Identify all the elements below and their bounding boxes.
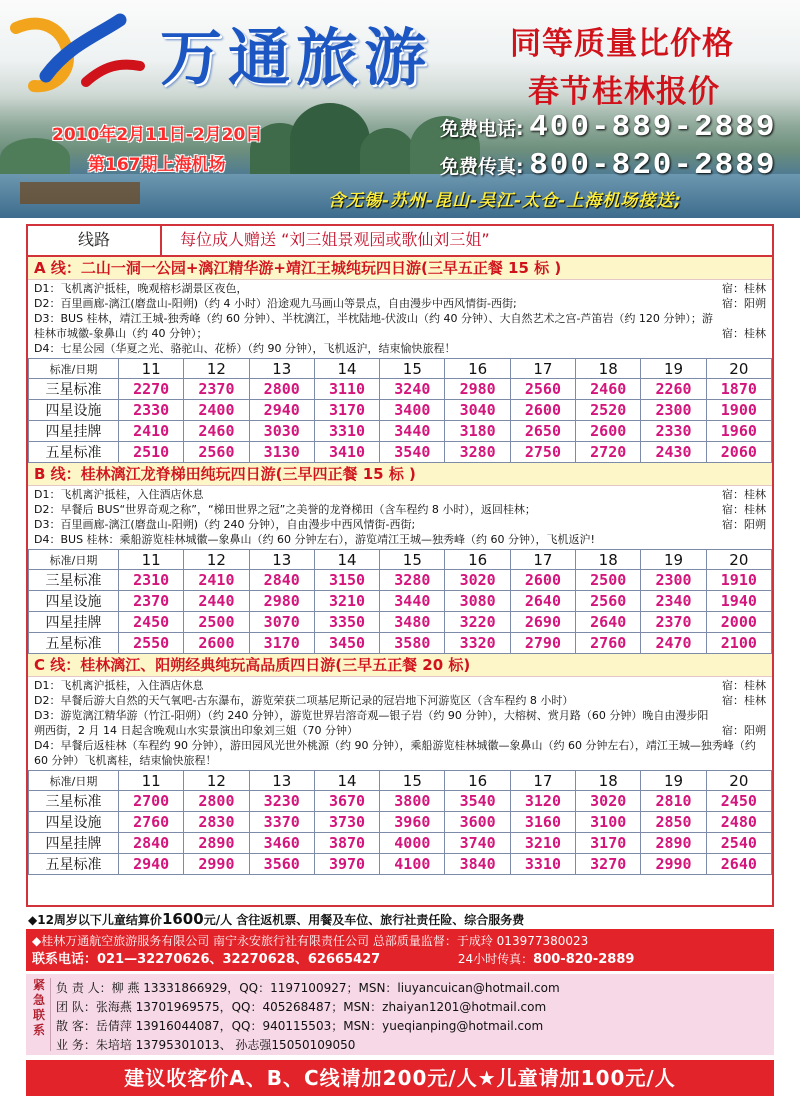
route-a-itinerary — [28, 280, 772, 358]
child-price-note — [28, 910, 524, 928]
price-cell: 3310 — [510, 854, 575, 875]
date-column-header: 16 — [445, 771, 510, 791]
price-cell: 1870 — [706, 379, 771, 400]
hotel-standard-label: 四星设施 — [29, 400, 119, 421]
date-column-header: 17 — [510, 771, 575, 791]
hotel-standard-label: 四星设施 — [29, 591, 119, 612]
price-cell: 3460 — [249, 833, 314, 854]
itinerary-day — [34, 502, 766, 517]
day-text: D3：百里画廊-漓江(磨盘山-阳朔)（约 240 分钟），自由漫步中西风情街-西街; — [34, 518, 416, 531]
price-header-label: 标准/日期 — [29, 550, 119, 570]
price-cell: 2940 — [249, 400, 314, 421]
day-stay: 宿：桂林 — [722, 694, 766, 707]
day-text: D2：百里画廊-漓江(磨盘山-阳朔)（约 4 小时）沿途观九马画山等景点，自由漫步中西风情街-西街; — [34, 297, 517, 310]
price-cell: 3120 — [510, 791, 575, 812]
price-cell: 3800 — [380, 791, 445, 812]
contact-label: 联系电话：021— — [32, 952, 138, 967]
date-column-header: 11 — [119, 359, 184, 379]
price-cell: 2640 — [510, 591, 575, 612]
price-cell: 3450 — [314, 633, 379, 654]
date-column-header: 12 — [184, 771, 249, 791]
date-column-header: 16 — [445, 550, 510, 570]
price-cell: 2850 — [641, 812, 706, 833]
price-cell: 2500 — [576, 570, 641, 591]
date-column-header: 19 — [641, 359, 706, 379]
price-cell: 2310 — [119, 570, 184, 591]
karst-hill — [290, 103, 370, 178]
bottom-banner: 建议收客价A、B、C线请加200元/人★儿童请加100元/人 — [26, 1060, 774, 1096]
price-cell: 3370 — [249, 812, 314, 833]
company-bar — [26, 929, 774, 971]
price-row — [29, 442, 772, 463]
itinerary-day — [34, 738, 766, 768]
price-cell: 2720 — [576, 442, 641, 463]
price-cell: 2980 — [445, 379, 510, 400]
route-b-price-table — [28, 549, 772, 654]
route-c-title: C 线：桂林漓江、阳朔经典纯玩高品质四日游(三早五正餐 20 标) — [28, 654, 772, 677]
price-cell: 2100 — [706, 633, 771, 654]
price-cell: 2700 — [119, 791, 184, 812]
price-cell: 3400 — [380, 400, 445, 421]
itinerary-day — [34, 517, 766, 532]
price-cell: 3040 — [445, 400, 510, 421]
price-cell: 3310 — [314, 421, 379, 442]
day-text: D4：BUS 桂林：乘船游览桂林城徽—象鼻山（约 60 分钟左右），游览靖江王城—独秀峰（约 60 分钟），飞机返沪! — [34, 533, 595, 546]
day-text: D1：飞机离沪抵桂，入住酒店休息 — [34, 679, 204, 692]
price-cell: 3960 — [380, 812, 445, 833]
price-cell: 2270 — [119, 379, 184, 400]
date-column-header: 13 — [249, 359, 314, 379]
price-cell: 3540 — [380, 442, 445, 463]
price-cell: 2810 — [641, 791, 706, 812]
price-cell: 2550 — [119, 633, 184, 654]
price-cell: 2460 — [184, 421, 249, 442]
price-cell: 2650 — [510, 421, 575, 442]
route-a-price-table — [28, 358, 772, 463]
price-cell: 2790 — [510, 633, 575, 654]
price-cell: 3730 — [314, 812, 379, 833]
date-column-header: 20 — [706, 771, 771, 791]
day-text: D4：七星公园（华夏之光、骆驼山、花桥）（约 90 分钟），飞机返沪，结束愉快旅程！ — [34, 342, 456, 355]
price-cell: 2370 — [641, 612, 706, 633]
date-column-header: 15 — [380, 771, 445, 791]
price-row — [29, 612, 772, 633]
price-cell: 2450 — [706, 791, 771, 812]
day-stay: 宿：桂林 — [722, 679, 766, 692]
price-cell: 2840 — [249, 570, 314, 591]
day-stay: 宿：桂林 — [722, 327, 766, 340]
price-header-row — [29, 550, 772, 570]
fax-number[interactable]: 800-820-2889 — [529, 148, 777, 183]
day-text: D4：早餐后返桂林（车程约 90 分钟），游田园风光世外桃源（约 90 分钟），乘船游览桂林城徽—象鼻山（约 60 分钟左右），靖江王城—独秀峰（约 60 分钟）飞机离桂，结束愉快旅程！ — [34, 739, 756, 767]
price-cell: 3170 — [314, 400, 379, 421]
date-column-header: 12 — [184, 550, 249, 570]
phone-label: 免费电话: — [440, 118, 524, 140]
price-cell: 2450 — [119, 612, 184, 633]
hotel-standard-label: 五星标准 — [29, 633, 119, 654]
hotel-standard-label: 五星标准 — [29, 854, 119, 875]
price-row — [29, 833, 772, 854]
route-header — [28, 226, 772, 257]
price-cell: 2540 — [706, 833, 771, 854]
price-cell: 3600 — [445, 812, 510, 833]
date-column-header: 14 — [314, 550, 379, 570]
price-cell: 3540 — [445, 791, 510, 812]
date-column-header: 20 — [706, 550, 771, 570]
price-cell: 2600 — [576, 421, 641, 442]
price-header-row — [29, 359, 772, 379]
price-cell: 2600 — [184, 633, 249, 654]
price-cell: 2370 — [184, 379, 249, 400]
route-header-gift: 每位成人赠送 “刘三姐景观园或歌仙刘三姐” — [180, 230, 490, 249]
price-cell: 3440 — [380, 421, 445, 442]
company-line: ◆桂林万通航空旅游服务有限公司 南宁永安旅行社有限责任公司 总部质量监督：于成玲 013977380023 — [32, 934, 589, 948]
contact-row: 负 责 人：柳 燕 13331866929，QQ：1197100927；MSN：liuyancuican@hotmail.com — [56, 981, 560, 995]
note-prefix: ◆12周岁以下儿童结算价 — [28, 913, 162, 927]
price-cell: 2560 — [576, 591, 641, 612]
price-cell: 3170 — [576, 833, 641, 854]
price-cell: 2640 — [706, 854, 771, 875]
route-c-itinerary — [28, 677, 772, 770]
price-cell: 2300 — [641, 570, 706, 591]
price-cell: 3170 — [249, 633, 314, 654]
header-banner — [0, 0, 800, 218]
day-text: D2：早餐后游大自然的天气氧吧-古东瀑布，游览荣获二项基尼斯记录的冠岩地下河游览区（含车程约 8 小时） — [34, 694, 574, 707]
emergency-label: 紧急联系 — [32, 978, 45, 1037]
price-cell: 3100 — [576, 812, 641, 833]
price-cell: 3160 — [510, 812, 575, 833]
price-cell: 3020 — [445, 570, 510, 591]
company-contact-line — [32, 950, 768, 969]
contact-row: 业 务：朱培培 13795301013、 孙志强15050109050 — [56, 1038, 356, 1052]
itinerary-day — [34, 341, 766, 356]
emergency-contacts — [26, 974, 774, 1055]
itinerary-day — [34, 281, 766, 296]
date-column-header: 12 — [184, 359, 249, 379]
hotel-standard-label: 五星标准 — [29, 442, 119, 463]
day-text: D1：飞机离沪抵桂，晚观榕杉湖景区夜色， — [34, 282, 248, 295]
price-cell: 2990 — [641, 854, 706, 875]
price-cell: 2640 — [576, 612, 641, 633]
price-cell: 2440 — [184, 591, 249, 612]
itinerary-day — [34, 487, 766, 502]
price-cell: 2980 — [249, 591, 314, 612]
price-row — [29, 633, 772, 654]
price-cell: 2370 — [119, 591, 184, 612]
price-cell: 3870 — [314, 833, 379, 854]
date-column-header: 13 — [249, 550, 314, 570]
price-row — [29, 421, 772, 442]
pickup-service: 含无锡-苏州-昆山-吴江-太仓-上海机场接送; — [328, 191, 683, 211]
day-text: D3：BUS 桂林，靖江王城-独秀峰（约 60 分钟）、半枕漓江，半枕陆地-伏波山（约 40 分钟）、大自然艺术之宫-芦笛岩（约 120 分钟）；游桂林市城徽-象鼻山（约 40 分钟）； — [34, 312, 713, 340]
route-a — [28, 257, 772, 463]
date-column-header: 19 — [641, 771, 706, 791]
price-cell: 4000 — [380, 833, 445, 854]
price-cell: 3210 — [314, 591, 379, 612]
price-cell: 3670 — [314, 791, 379, 812]
hotel-standard-label: 四星挂牌 — [29, 833, 119, 854]
date-column-header: 17 — [510, 359, 575, 379]
price-cell: 3230 — [249, 791, 314, 812]
price-cell: 2470 — [641, 633, 706, 654]
price-cell: 3740 — [445, 833, 510, 854]
route-header-label: 线路 — [28, 226, 162, 255]
child-price-amount: 1600 — [161, 910, 204, 928]
price-cell: 1940 — [706, 591, 771, 612]
day-text: D3：游览漓江精华游（竹江-阳朔）（约 240 分钟），游览世界岩溶奇观—银子岩（约 90 分钟），大榕树、赏月路（60 分钟）晚自由漫步阳朔西街，2 月 14 日起含晚观山水实景演出印象刘三姐（70 分钟） — [34, 709, 709, 737]
travel-dates: 2010年2月11日-2月20日 — [52, 125, 263, 145]
price-cell: 2760 — [576, 633, 641, 654]
date-column-header: 13 — [249, 771, 314, 791]
price-cell: 2330 — [119, 400, 184, 421]
price-cell: 1900 — [706, 400, 771, 421]
day-stay: 宿：阳朔 — [722, 297, 766, 310]
date-column-header: 19 — [641, 550, 706, 570]
date-column-header: 18 — [576, 359, 641, 379]
price-cell: 2410 — [184, 570, 249, 591]
day-stay: 宿：阳朔 — [722, 518, 766, 531]
wanton-logo-icon — [8, 6, 148, 96]
price-cell: 2400 — [184, 400, 249, 421]
price-row — [29, 570, 772, 591]
price-cell: 3150 — [314, 570, 379, 591]
price-cell: 2560 — [184, 442, 249, 463]
price-row — [29, 791, 772, 812]
hotel-standard-label: 三星标准 — [29, 791, 119, 812]
date-column-header: 11 — [119, 771, 184, 791]
price-cell: 3180 — [445, 421, 510, 442]
price-header-label: 标准/日期 — [29, 771, 119, 791]
price-cell: 2890 — [641, 833, 706, 854]
price-cell: 2560 — [510, 379, 575, 400]
price-cell: 2940 — [119, 854, 184, 875]
price-cell: 2690 — [510, 612, 575, 633]
route-c — [28, 654, 772, 875]
date-column-header: 15 — [380, 550, 445, 570]
date-column-header: 18 — [576, 550, 641, 570]
hotel-standard-label: 四星设施 — [29, 812, 119, 833]
price-cell: 3320 — [445, 633, 510, 654]
price-cell: 3210 — [510, 833, 575, 854]
price-cell: 2890 — [184, 833, 249, 854]
price-cell: 2340 — [641, 591, 706, 612]
price-cell: 2430 — [641, 442, 706, 463]
price-cell: 3130 — [249, 442, 314, 463]
day-stay: 宿：桂林 — [722, 488, 766, 501]
price-cell: 3020 — [576, 791, 641, 812]
price-cell: 2460 — [576, 379, 641, 400]
date-column-header: 17 — [510, 550, 575, 570]
price-cell: 2800 — [184, 791, 249, 812]
price-cell: 3970 — [314, 854, 379, 875]
note-suffix: 元/人 含往返机票、用餐及车位、旅行社责任险、综合服务费 — [203, 913, 525, 927]
price-cell: 2500 — [184, 612, 249, 633]
hotel-standard-label: 四星挂牌 — [29, 421, 119, 442]
price-cell: 2600 — [510, 400, 575, 421]
slogan-quality: 同等质量比价格 — [510, 26, 734, 62]
price-cell: 3220 — [445, 612, 510, 633]
contact-numbers[interactable]: 32270626、32270628、62665427 — [137, 952, 381, 967]
date-column-header: 14 — [314, 359, 379, 379]
price-cell: 2520 — [576, 400, 641, 421]
price-cell: 2840 — [119, 833, 184, 854]
price-cell: 3030 — [249, 421, 314, 442]
price-cell: 3440 — [380, 591, 445, 612]
price-header-row — [29, 771, 772, 791]
date-column-header: 15 — [380, 359, 445, 379]
day-text: D2：早餐后 BUS“世界奇观之称”，“梯田世界之冠”之美誉的龙脊梯田（含车程约 8 小时），返回桂林； — [34, 503, 536, 516]
price-cell: 4100 — [380, 854, 445, 875]
hotel-standard-label: 三星标准 — [29, 379, 119, 400]
itinerary-day — [34, 532, 766, 547]
price-cell: 2410 — [119, 421, 184, 442]
price-cell: 3080 — [445, 591, 510, 612]
hotel-standard-label: 三星标准 — [29, 570, 119, 591]
price-cell: 2750 — [510, 442, 575, 463]
price-cell: 3350 — [314, 612, 379, 633]
raft-decoration — [20, 182, 140, 204]
contact-row: 团 队：张海燕 13701969575，QQ：405268487；MSN：zhaiyan1201@hotmail.com — [56, 1000, 547, 1014]
route-b-itinerary — [28, 486, 772, 549]
price-cell: 2480 — [706, 812, 771, 833]
price-cell: 3410 — [314, 442, 379, 463]
divider — [50, 978, 51, 1051]
itinerary-day — [34, 678, 766, 693]
day-text: D1：飞机离沪抵桂，入住酒店休息 — [34, 488, 204, 501]
price-header-label: 标准/日期 — [29, 359, 119, 379]
free-fax — [440, 148, 776, 183]
date-column-header: 16 — [445, 359, 510, 379]
price-cell: 2060 — [706, 442, 771, 463]
price-row — [29, 400, 772, 421]
price-cell: 3280 — [445, 442, 510, 463]
day-stay: 宿：阳朔 — [722, 724, 766, 737]
slogan-spring-festival: 春节桂林报价 — [528, 74, 720, 110]
price-cell: 2000 — [706, 612, 771, 633]
price-cell: 1910 — [706, 570, 771, 591]
price-cell: 3240 — [380, 379, 445, 400]
route-b-title: B 线：桂林漓江龙脊梯田纯玩四日游(三早四正餐 15 标 ) — [28, 463, 772, 486]
phone-number[interactable]: 400-889-2889 — [529, 110, 777, 145]
price-cell: 3070 — [249, 612, 314, 633]
karst-hill — [360, 128, 415, 178]
fax-24h-number[interactable]: 800-820-2889 — [533, 952, 635, 967]
price-cell: 2260 — [641, 379, 706, 400]
price-row — [29, 591, 772, 612]
price-row — [29, 854, 772, 875]
date-column-header: 11 — [119, 550, 184, 570]
routes-panel — [26, 224, 774, 907]
price-cell: 3840 — [445, 854, 510, 875]
price-cell: 3560 — [249, 854, 314, 875]
price-cell: 2830 — [184, 812, 249, 833]
price-cell: 1960 — [706, 421, 771, 442]
price-cell: 3580 — [380, 633, 445, 654]
itinerary-day — [34, 311, 766, 341]
issue-number: 第167期上海机场 — [88, 155, 226, 175]
itinerary-day — [34, 708, 766, 738]
price-cell: 2800 — [249, 379, 314, 400]
contact-row: 散 客：岳倩萍 13916044087，QQ：940115503；MSN：yueqianping@hotmail.com — [56, 1019, 544, 1033]
price-cell: 2510 — [119, 442, 184, 463]
date-column-header: 20 — [706, 359, 771, 379]
price-cell: 2990 — [184, 854, 249, 875]
itinerary-day — [34, 693, 766, 708]
price-cell: 2760 — [119, 812, 184, 833]
price-cell: 3110 — [314, 379, 379, 400]
hotel-standard-label: 四星挂牌 — [29, 612, 119, 633]
fax-24h-label: 24小时传真： — [457, 952, 534, 966]
price-cell: 2600 — [510, 570, 575, 591]
day-stay: 宿：桂林 — [722, 503, 766, 516]
price-cell: 3270 — [576, 854, 641, 875]
price-cell: 2300 — [641, 400, 706, 421]
price-cell: 2330 — [641, 421, 706, 442]
price-row — [29, 379, 772, 400]
route-c-price-table — [28, 770, 772, 875]
fax-label: 免费传真: — [440, 156, 524, 178]
route-b — [28, 463, 772, 654]
itinerary-day — [34, 296, 766, 311]
day-stay: 宿：桂林 — [722, 282, 766, 295]
free-phone — [440, 110, 776, 145]
price-row — [29, 812, 772, 833]
price-cell: 3280 — [380, 570, 445, 591]
route-a-title: A 线：二山一洞一公园+漓江精华游+靖江王城纯玩四日游(三早五正餐 15 标 ) — [28, 257, 772, 280]
date-column-header: 18 — [576, 771, 641, 791]
date-column-header: 14 — [314, 771, 379, 791]
price-cell: 3480 — [380, 612, 445, 633]
brand-name: 万通旅游 — [160, 21, 433, 94]
